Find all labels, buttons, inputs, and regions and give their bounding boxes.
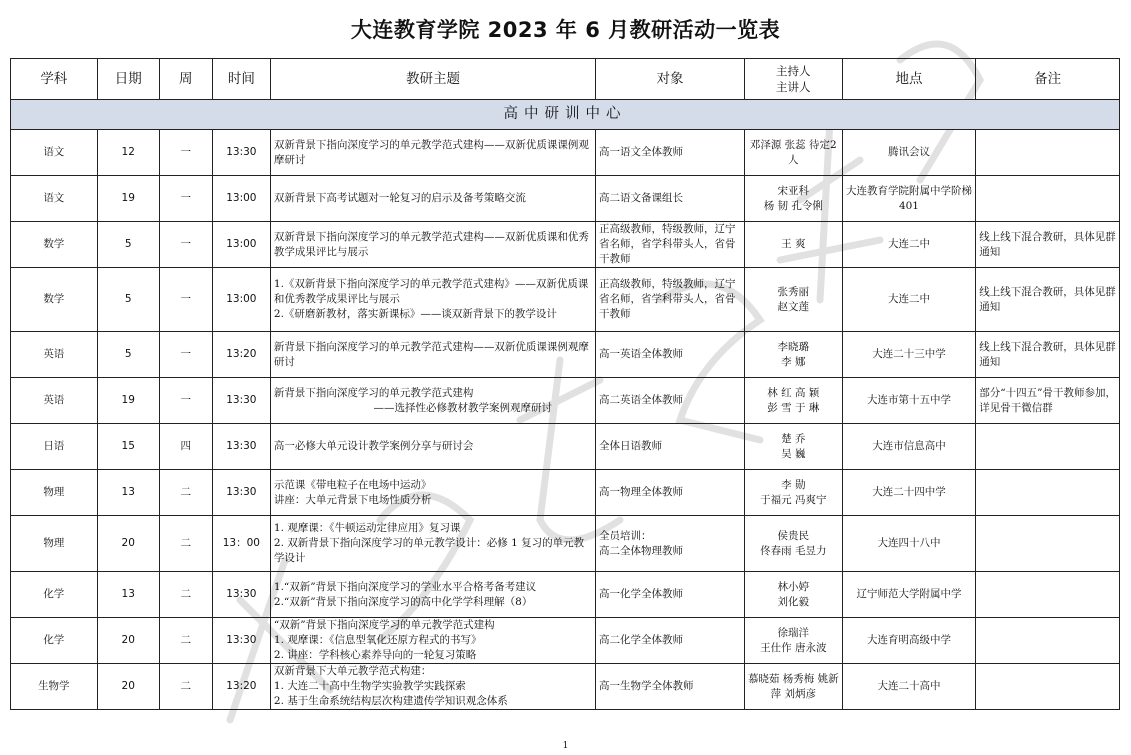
cell-host-line: 刘化毅 <box>777 595 810 608</box>
cell-location <box>842 222 976 268</box>
cell-audience-line: 高一物理全体教师 <box>599 486 684 498</box>
cell-audience-line: 高二英语全体教师 <box>599 394 684 406</box>
cell-host-line: 吴 巍 <box>781 447 806 460</box>
cell-audience-line: 高二语文备课组长 <box>599 192 684 204</box>
cell-topic <box>270 424 595 470</box>
cell-location-line: 辽宁师范大学附属中学 <box>856 588 962 600</box>
cell-subject: 语文 <box>11 176 98 222</box>
cell-remarks <box>976 378 1120 424</box>
cell-date: 19 <box>97 378 159 424</box>
cell-location-line: 大连四十八中 <box>877 537 941 549</box>
cell-location <box>842 516 976 572</box>
cell-time: 13:00 <box>212 176 270 222</box>
cell-week: 二 <box>159 470 212 516</box>
cell-topic <box>270 176 595 222</box>
cell-topic-line: 新背景下指向深度学习的单元教学范式建构——双新优质课课例观摩研讨 <box>273 340 589 368</box>
cell-audience <box>596 130 745 176</box>
cell-time: 13:30 <box>212 424 270 470</box>
cell-date: 12 <box>97 130 159 176</box>
activity-table <box>10 58 1120 710</box>
cell-host-line: 李晓璐 <box>777 340 810 353</box>
cell-host <box>744 130 842 176</box>
cell-remarks-line: 线上线下混合教研，具体见群通知 <box>979 285 1116 313</box>
cell-host-line: 杨 韧 孔令俐 <box>763 199 823 212</box>
cell-host <box>744 332 842 378</box>
cell-remarks <box>976 664 1120 710</box>
cell-host <box>744 424 842 470</box>
cell-subject: 物理 <box>11 516 98 572</box>
cell-date: 5 <box>97 268 159 332</box>
cell-audience <box>596 572 745 618</box>
cell-week: 一 <box>159 332 212 378</box>
cell-host-line: 林 红 高 颖 <box>767 386 820 399</box>
cell-subject: 英语 <box>11 378 98 424</box>
cell-audience-line: 全员培训： <box>599 529 652 542</box>
cell-topic-line: 1. 观摩课：《牛顿运动定律应用》复习课 <box>273 522 461 534</box>
cell-date: 15 <box>97 424 159 470</box>
cell-location <box>842 572 976 618</box>
cell-remarks <box>976 618 1120 664</box>
cell-date: 20 <box>97 516 159 572</box>
table-row <box>11 268 1120 332</box>
cell-topic-line: 新背景下指向深度学习的单元教学范式建构 <box>273 386 474 399</box>
cell-location <box>842 332 976 378</box>
cell-host-line: 王 爽 <box>781 238 806 250</box>
cell-location <box>842 268 976 332</box>
cell-topic-line: 双新背景下指向深度学习的单元教学范式建构——双新优质课课例观摩研讨 <box>273 138 589 166</box>
cell-host <box>744 470 842 516</box>
cell-subject: 生物学 <box>11 664 98 710</box>
cell-topic-line: 1.“双新”背景下指向深度学习的学业水平合格考备考建议 <box>273 580 537 593</box>
cell-audience <box>596 268 745 332</box>
cell-audience-line: 正高级教师，特级教师，辽宁省名师，省学科带头人，省骨干教师 <box>599 223 736 265</box>
cell-location-line: 大连二十三中学 <box>872 348 946 360</box>
cell-host <box>744 378 842 424</box>
cell-host-line: 侯贵民 <box>777 529 810 542</box>
table-row <box>11 516 1120 572</box>
cell-week: 一 <box>159 222 212 268</box>
cell-location-line: 腾讯会议 <box>887 146 930 158</box>
cell-host-line: 徐瑞洋 <box>777 626 810 639</box>
header-row <box>11 59 1120 100</box>
cell-topic-line: 双新背景下高考试题对一轮复习的启示及备考策略交流 <box>273 192 526 204</box>
cell-audience-line: 正高级教师，特级教师，辽宁省名师，省学科带头人，省骨干教师 <box>599 278 736 320</box>
cell-week: 二 <box>159 516 212 572</box>
cell-time: 13：00 <box>212 516 270 572</box>
cell-host <box>744 176 842 222</box>
cell-host-line: 佟春雨 毛昱力 <box>760 544 827 557</box>
cell-time: 13:30 <box>212 572 270 618</box>
cell-week: 一 <box>159 378 212 424</box>
cell-audience-line: 高一化学全体教师 <box>599 588 684 600</box>
cell-location-line: 大连二中 <box>887 293 930 305</box>
cell-date: 5 <box>97 332 159 378</box>
cell-host <box>744 572 842 618</box>
cell-audience <box>596 470 745 516</box>
cell-topic <box>270 268 595 332</box>
cell-location <box>842 176 976 222</box>
cell-topic <box>270 516 595 572</box>
cell-location-line: 大连二十四中学 <box>872 486 946 498</box>
cell-host <box>744 664 842 710</box>
header-subject: 学科 <box>11 59 98 100</box>
cell-host-line: 林小婷 <box>777 580 810 593</box>
cell-date: 13 <box>97 470 159 516</box>
page-number: 1 <box>562 741 569 751</box>
cell-date: 20 <box>97 618 159 664</box>
cell-location-line: 大连教育学院附属中学阶梯 401 <box>845 184 972 212</box>
page-title: 大连教育学院 2023 年 6 月教研活动一览表 <box>350 18 781 42</box>
section-title: 高中研训中心 <box>11 100 1120 130</box>
cell-location-line: 大连二十高中 <box>877 680 941 692</box>
header-topic: 教研主题 <box>270 59 595 100</box>
cell-week: 一 <box>159 268 212 332</box>
cell-audience <box>596 332 745 378</box>
cell-location <box>842 130 976 176</box>
cell-host <box>744 618 842 664</box>
cell-remarks <box>976 470 1120 516</box>
cell-time: 13:20 <box>212 664 270 710</box>
cell-topic <box>270 378 595 424</box>
cell-topic-line: “双新”背景下指向深度学习的单元教学范式建构 <box>273 619 495 631</box>
table-row <box>11 572 1120 618</box>
table-row <box>11 176 1120 222</box>
cell-subject: 数学 <box>11 222 98 268</box>
cell-week: 四 <box>159 424 212 470</box>
cell-host-line: 邓泽源 张蕊 待定2人 <box>749 138 837 166</box>
header-date: 日期 <box>97 59 159 100</box>
cell-topic <box>270 664 595 710</box>
cell-subject: 语文 <box>11 130 98 176</box>
cell-topic-line: 双新背景下指向深度学习的单元教学范式建构——双新优质课和优秀教学成果评比与展示 <box>273 230 589 258</box>
cell-host-line: 楚 乔 <box>781 432 806 445</box>
header-host <box>744 59 842 100</box>
cell-topic-line: 2. 讲座：学科核心素养导向的一轮复习策略 <box>273 649 477 661</box>
cell-audience-line: 高一语文全体教师 <box>599 146 684 158</box>
table-row <box>11 222 1120 268</box>
cell-audience-line: 高一英语全体教师 <box>599 348 684 360</box>
header-time: 时间 <box>212 59 270 100</box>
header-week: 周 <box>159 59 212 100</box>
cell-topic-line: 2. 基于生命系统结构层次构建遗传学知识观念体系 <box>273 695 508 707</box>
cell-topic-line: 1.《双新背景下指向深度学习的单元教学范式建构》——双新优质课和优秀教学成果评比与展示 <box>273 278 589 305</box>
cell-topic-line: 讲座：大单元背景下电场性质分析 <box>273 493 432 506</box>
cell-time: 13:00 <box>212 222 270 268</box>
cell-subject: 化学 <box>11 618 98 664</box>
cell-date: 13 <box>97 572 159 618</box>
table-row <box>11 664 1120 710</box>
cell-remarks <box>976 176 1120 222</box>
cell-week: 二 <box>159 664 212 710</box>
table-row <box>11 424 1120 470</box>
cell-subject: 数学 <box>11 268 98 332</box>
cell-audience <box>596 664 745 710</box>
cell-remarks-line: 线上线下混合教研，具体见群通知 <box>979 230 1116 258</box>
section-row <box>11 100 1120 130</box>
cell-time: 13:00 <box>212 268 270 332</box>
cell-topic-line: 1. 观摩课：《信息型氧化还原方程式的书写》 <box>273 634 482 646</box>
cell-location-line: 大连育明高级中学 <box>866 634 951 646</box>
cell-topic-line: 示范课《带电粒子在电场中运动》 <box>273 478 432 491</box>
cell-topic-line: 2. 双新背景下指向深度学习的单元教学设计：必修 1 复习的单元教学设计 <box>273 537 585 564</box>
header-audience: 对象 <box>596 59 745 100</box>
cell-topic <box>270 572 595 618</box>
cell-topic <box>270 332 595 378</box>
cell-host <box>744 516 842 572</box>
header-remarks: 备注 <box>976 59 1120 100</box>
cell-remarks <box>976 130 1120 176</box>
cell-time: 13:30 <box>212 130 270 176</box>
cell-audience <box>596 516 745 572</box>
cell-remarks <box>976 516 1120 572</box>
cell-audience <box>596 424 745 470</box>
cell-host-line: 李 娜 <box>781 355 806 368</box>
cell-date: 20 <box>97 664 159 710</box>
cell-time: 13:20 <box>212 332 270 378</box>
cell-host-line: 李 勋 <box>781 478 806 491</box>
cell-host-line: 彭 雪 于 琳 <box>767 401 820 414</box>
table-row <box>11 332 1120 378</box>
cell-topic-line: 双新背景下大单元教学范式构建： <box>273 665 432 677</box>
cell-audience-line: 高二化学全体教师 <box>599 634 684 646</box>
header-host-line1: 主持人 <box>776 64 811 78</box>
cell-time: 13:30 <box>212 378 270 424</box>
cell-remarks-line: 部分“十四五”骨干教师参加，详见骨干微信群 <box>979 386 1116 414</box>
table-row <box>11 470 1120 516</box>
cell-topic-line: 2.《研磨新教材，落实新课标》——谈双新背景下的教学设计 <box>273 308 557 320</box>
cell-topic <box>270 222 595 268</box>
cell-host <box>744 222 842 268</box>
cell-week: 一 <box>159 130 212 176</box>
cell-audience <box>596 618 745 664</box>
header-location: 地点 <box>842 59 976 100</box>
cell-remarks <box>976 268 1120 332</box>
cell-location <box>842 424 976 470</box>
cell-location-line: 大连二中 <box>887 238 930 250</box>
cell-location <box>842 618 976 664</box>
cell-topic <box>270 130 595 176</box>
cell-topic <box>270 470 595 516</box>
cell-topic-line: 1. 大连二十高中生物学实验教学实践探索 <box>273 680 466 692</box>
cell-location <box>842 664 976 710</box>
cell-subject: 物理 <box>11 470 98 516</box>
table-row <box>11 130 1120 176</box>
cell-audience-line: 高一生物学全体教师 <box>599 680 694 692</box>
cell-remarks-line: 线上线下混合教研，具体见群通知 <box>979 340 1116 368</box>
table-row <box>11 618 1120 664</box>
cell-audience-line: 全体日语教师 <box>599 440 663 452</box>
cell-subject: 化学 <box>11 572 98 618</box>
cell-location <box>842 470 976 516</box>
cell-audience <box>596 176 745 222</box>
table-row <box>11 378 1120 424</box>
cell-host-line: 于福元 冯爽宁 <box>760 493 827 506</box>
cell-location <box>842 378 976 424</box>
cell-host-line: 张秀丽 <box>777 285 810 298</box>
cell-remarks <box>976 424 1120 470</box>
cell-date: 5 <box>97 222 159 268</box>
cell-remarks <box>976 572 1120 618</box>
cell-host-line: 王仕作 唐永波 <box>760 641 827 654</box>
cell-topic-line: ——选择性必修教材教学案例观摩研讨 <box>373 401 553 414</box>
cell-date: 19 <box>97 176 159 222</box>
cell-week: 二 <box>159 618 212 664</box>
cell-topic-line: 2.“双新”背景下指向深度学习的高中化学学科理解（8） <box>273 595 533 608</box>
cell-topic <box>270 618 595 664</box>
cell-remarks <box>976 332 1120 378</box>
cell-audience <box>596 378 745 424</box>
cell-time: 13:30 <box>212 470 270 516</box>
cell-host-line: 赵文莲 <box>777 300 810 313</box>
cell-week: 一 <box>159 176 212 222</box>
cell-host-line: 慕晓茹 杨秀梅 姚新萍 刘炳彦 <box>747 672 839 700</box>
cell-subject: 英语 <box>11 332 98 378</box>
cell-remarks <box>976 222 1120 268</box>
header-host-line2: 主讲人 <box>776 80 811 94</box>
cell-host-line: 宋亚科 <box>777 184 810 197</box>
cell-time: 13:30 <box>212 618 270 664</box>
cell-location-line: 大连市第十五中学 <box>866 394 951 406</box>
cell-topic-line: 高一必修大单元设计教学案例分享与研讨会 <box>273 440 474 452</box>
cell-location-line: 大连市信息高中 <box>872 440 946 452</box>
cell-week: 二 <box>159 572 212 618</box>
cell-host <box>744 268 842 332</box>
cell-audience-line: 高二全体物理教师 <box>599 544 684 557</box>
cell-audience <box>596 222 745 268</box>
cell-subject: 日语 <box>11 424 98 470</box>
